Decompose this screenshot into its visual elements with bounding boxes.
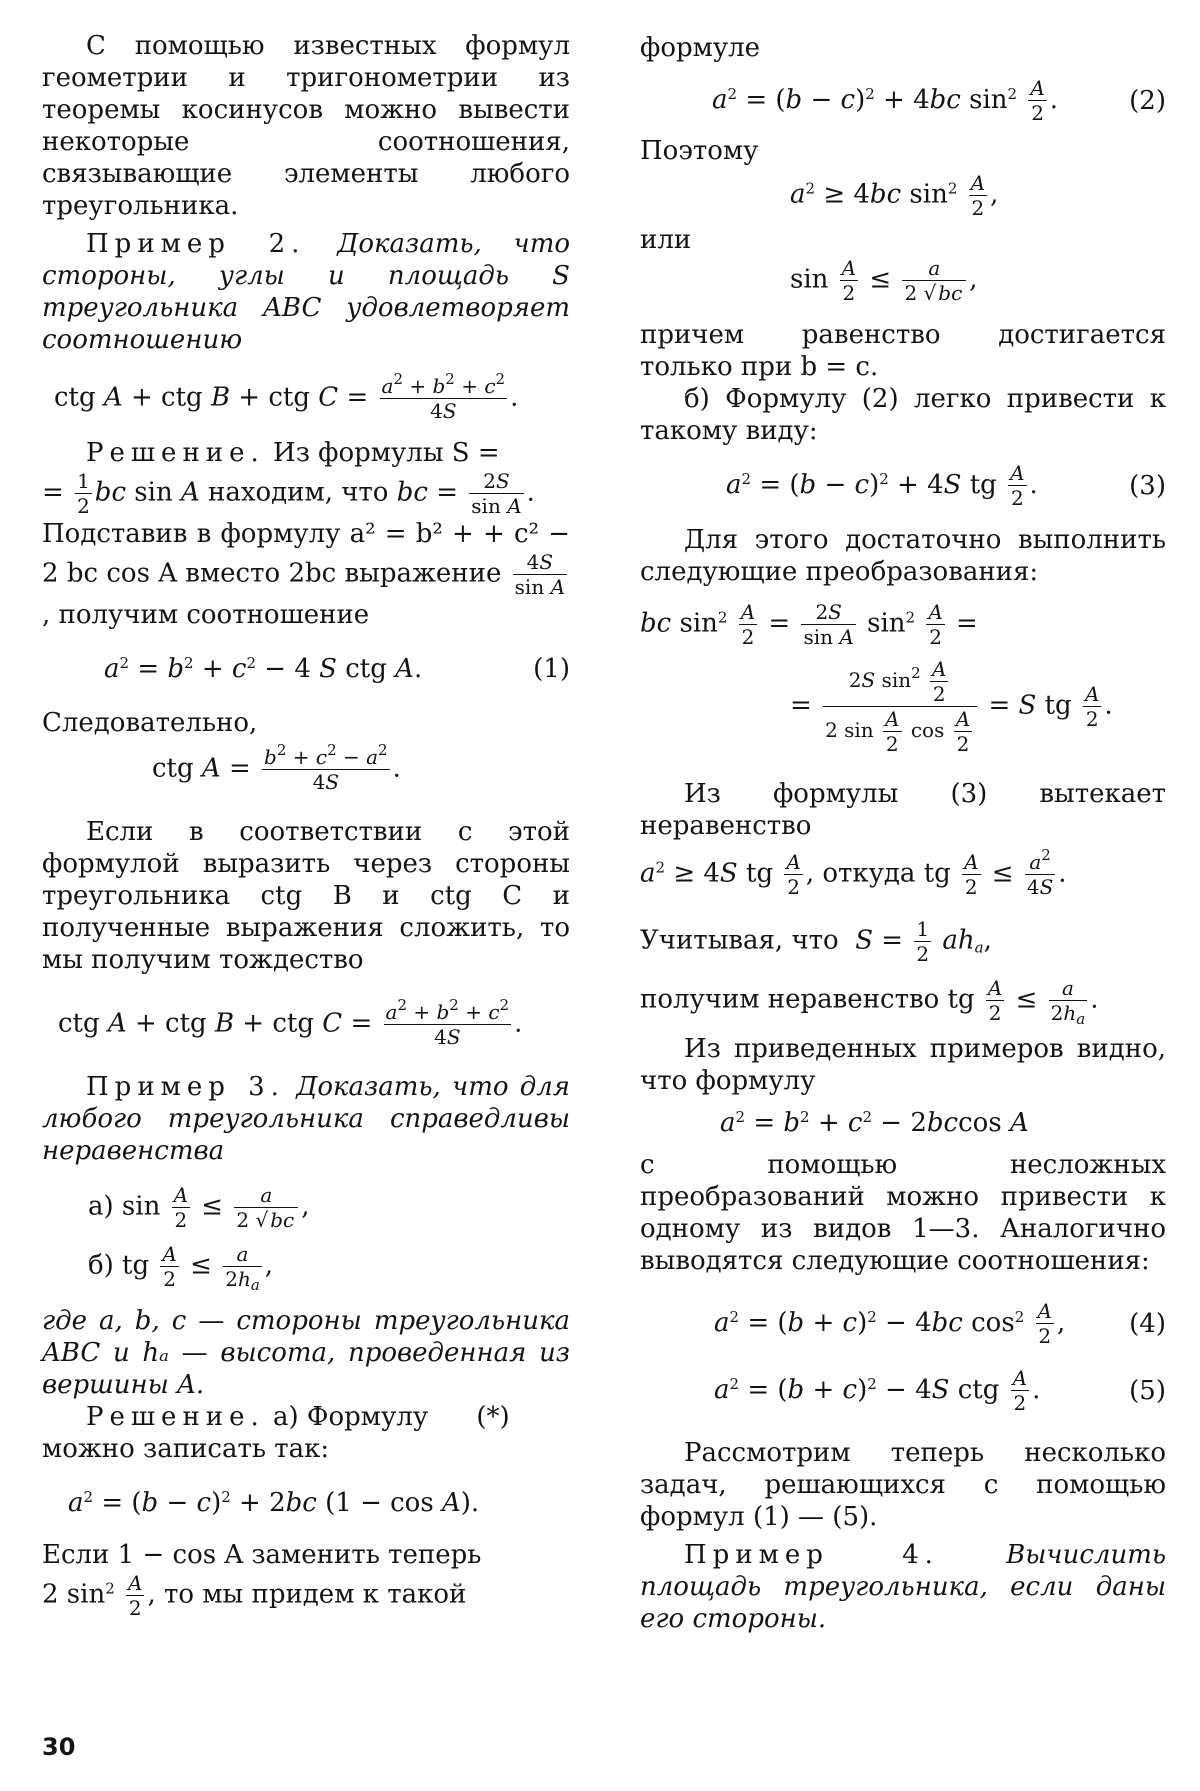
from-3-text: Из формулы (3) вытекает неравенство	[640, 779, 1166, 841]
inequality-b: б) tg $\frac{A}{2}$ ≤ $\frac{a}{2h_a}$ ,	[88, 1242, 274, 1294]
equation-4: $a^2 = (b + c)^2 - 4bc$ $\cos^2$ $\frac{A}{2}$ , (4)	[714, 1299, 1166, 1348]
equation-4-number: (4)	[1129, 1308, 1166, 1339]
equation-2-number: (2)	[1129, 85, 1166, 116]
formula-word: формуле	[640, 33, 761, 63]
equation-1-number: (1)	[533, 654, 570, 684]
solution-2	[42, 1401, 570, 1433]
equation-5: $a^2 = (b + c)^2 - 4S$ ctg $\frac{A}{2}$ . (5)	[714, 1366, 1166, 1415]
inequality-4bc: $a^2 \ge 4bc$ $\sin^2$ $\frac{A}{2}$ ,	[790, 171, 999, 220]
part-b-text: б) Формулу (2) легко привести к такому виду:	[640, 384, 1166, 446]
or-text: или	[640, 225, 692, 255]
item-b-label: б)	[88, 1250, 114, 1281]
transformation-line-2: = 2S $\sin^2$ $\frac{A}{2}$ 2 sin $\frac{A}{2}$ cos $\frac{A}{2}$ = S tg $\frac{A}{2}$ .	[790, 657, 1113, 756]
ctg-a-formula: ctg A = $\frac{b^2 + c^2 - a^2}{4S}$ .	[152, 741, 401, 794]
for-this-text: Для этого достаточно выполнить следующие преобразования:	[640, 525, 1166, 587]
right-column	[640, 28, 1166, 1635]
whence-text: , откуда	[805, 858, 916, 889]
inequality-sin: sin $\frac{A}{2}$ ≤ $\frac{a}{2 √ bc}$ ,	[790, 256, 978, 305]
inequality-a: а) sin $\frac{A}{2}$ ≤ $\frac{a}{2 √ bc}$ ,	[88, 1183, 310, 1232]
equation-3-number: (3)	[1129, 470, 1166, 501]
equation-1: $a^2 = b^2 + c^2 - 4$ S ctg A. (1)	[104, 654, 570, 684]
example-2-label: Пример 2.	[86, 229, 306, 259]
intro-paragraph: С помощью известных формул геометрии и тригонометрии из теоремы косинусов можно вывести некоторые соотношения, связывающие элементы любого треугольника.	[42, 31, 570, 221]
transformation-line-1: bc $\sin^2$ $\frac{A}{2}$ = $\frac{2S}{\text{sin A}}$ $\sin^2$ $\frac{A}{2}$ =	[640, 600, 978, 649]
identity-formula: ctg A + ctg B + ctg C = $\frac{a^2 + b^2 + c^2}{4S}$ .	[54, 370, 519, 423]
example-2	[42, 228, 570, 356]
identity-formula-2: ctg A + ctg B + ctg C = $\frac{a^2 + b^2 + c^2}{4S}$ .	[58, 996, 523, 1049]
equation-5-number: (5)	[1129, 1375, 1166, 1406]
replace-paragraph-2-text: , то мы придем к такой	[147, 1579, 467, 1610]
example-4	[640, 1539, 1166, 1635]
left-column	[42, 28, 570, 1620]
hence-text: Поэтому	[640, 136, 759, 166]
solution-text-2: находим, что	[208, 477, 389, 508]
solution-text-4: получим соотношение	[58, 600, 370, 630]
example-3-label: Пример 3.	[86, 1072, 285, 1102]
example-3-statement: Доказать, что для любого треугольника справедливы неравенства	[42, 1072, 570, 1166]
obtain-text: получим неравенство	[640, 984, 940, 1015]
where-text: где a, b, c — стороны треугольника ABC и hₐ — высота, проведенная из вершины A.	[42, 1306, 570, 1400]
replace-paragraph-2: 2 $\sin^2$ $\frac{A}{2}$ , то мы придем к такой	[42, 1571, 467, 1620]
solution-2-text: а) Формулу	[273, 1402, 429, 1432]
item-a-label: а)	[88, 1191, 114, 1222]
examples-text: Из приведенных примеров видно, что формулу	[640, 1034, 1166, 1096]
solution-2-label: Решение.	[86, 1402, 265, 1432]
considering-line: Учитывая, что S = $\frac{1}{2}$ $ah_a$,	[640, 917, 992, 966]
therefore-text: Следовательно,	[42, 708, 258, 738]
solution-substitution: Подставив в формулу a² = b² + + c² − 2 bc cos A вместо 2bc выражение $\frac{4S}{\text{sin A}}$ , получим соотношение	[42, 519, 570, 630]
solution-paragraph	[42, 437, 570, 469]
simple-text: с помощью несложных преобразований можно привести к одному из видов 1—3. Аналогично выводятся следующие соотношения:	[640, 1150, 1166, 1276]
solution-text-1: Из формулы S =	[273, 438, 500, 468]
replace-paragraph-1: Если 1 − cos A заменить теперь	[42, 1540, 482, 1570]
solution-label: Решение.	[86, 438, 265, 468]
cosine-theorem: $a^2 = b^2 + c^2 - 2bccos$ A	[720, 1108, 1029, 1138]
obtain-line: получим неравенство tg $\frac{A}{2}$ ≤ $\frac{a}{2h_a}$ .	[640, 976, 1099, 1028]
considering-text: Учитывая, что	[640, 925, 839, 956]
solution-text-3: Подставив в формулу a² = b² + + c² − 2 bc cos A вместо 2bc выражение	[42, 519, 570, 589]
example-4-label: Пример 4.	[684, 1540, 939, 1570]
solution-2-text-2: можно записать так:	[42, 1434, 330, 1464]
cos-rewrite-formula: $a^2 = (b - c)^2 + 2bc$ (1 − cos A).	[68, 1488, 480, 1518]
if-paragraph: Если в соответствии с этой формулой выразить через стороны треугольника ctg B и ctg C и полученные выражения сложить, то мы получим тождество	[42, 817, 570, 975]
from-3-inequalities: $a^2 \ge 4S$ tg $\frac{A}{2}$ , откуда tg $\frac{A}{2}$ ≤ $\frac{a^2}{4S}$ .	[640, 846, 1067, 899]
solution-2-star: (*)	[476, 1402, 510, 1432]
example-2-statement: Доказать, что стороны, углы и площадь S треугольника ABC удовлетворяет соотношению	[42, 229, 570, 355]
example-4-statement: Вычислить площадь треугольника, если даны его стороны.	[640, 1540, 1166, 1634]
page-number: 30	[42, 1733, 76, 1761]
equality-text: причем равенство достигается только при b = c.	[640, 320, 1166, 382]
consider-text: Рассмотрим теперь несколько задач, решающихся с помощью формул (1) — (5).	[640, 1438, 1166, 1532]
equation-3: $a^2 = (b - c)^2 + 4S$ tg $\frac{A}{2}$ . (3)	[726, 461, 1166, 510]
solution-area-line: = $\frac{1}{2}$ bc sin A находим, что bc = $\frac{2S}{\text{sin A}}$ .	[42, 469, 535, 518]
equation-2: $a^2 = (b - c)^2 + 4bc$ $\sin^2$ $\frac{A}{2}$ . (2)	[712, 76, 1166, 125]
example-3	[42, 1071, 570, 1167]
